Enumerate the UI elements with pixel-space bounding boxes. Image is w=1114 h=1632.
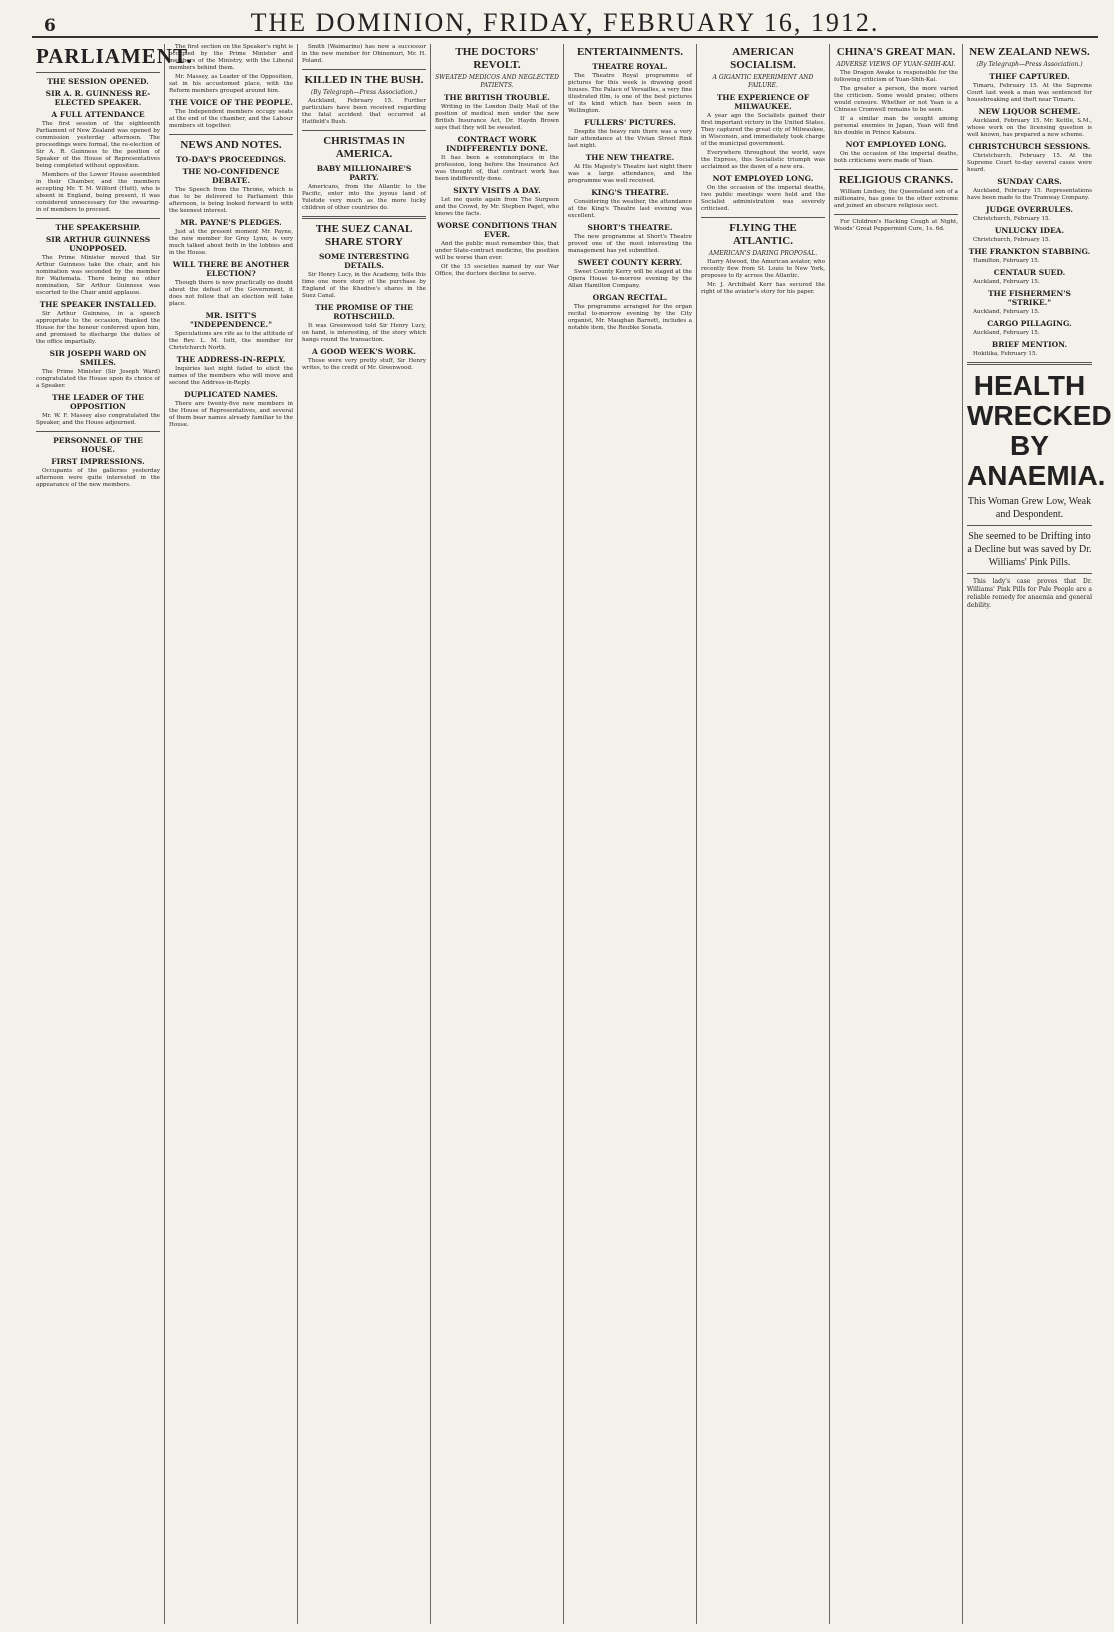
parliament-banner: PARLIAMENT. [36, 44, 193, 68]
heading: NOT EMPLOYED LONG. [845, 140, 947, 149]
divider [834, 169, 958, 170]
heading: NEW ZEALAND NEWS. [969, 46, 1090, 58]
paragraph: Harry Atwood, the American aviator, who recently flew from St. Louis to New York, proposes to fly across the Atlantic. [701, 259, 825, 279]
heading: NOT EMPLOYED LONG. [712, 174, 814, 183]
divider [967, 573, 1092, 574]
heading: WORSE CONDITIONS THAN EVER. [436, 221, 558, 239]
divider [169, 134, 293, 135]
paragraph: And the public must remember this, that under State-contract medicine, the position will be worse than ever. [435, 241, 559, 261]
paragraph: The first section on the Speaker's right is occupied by the Prime Minister and members of the Ministry, with the Liberal members behind them. [169, 44, 293, 71]
heading: THIEF CAPTURED. [989, 72, 1070, 81]
heading: JUDGE OVERRULES. [985, 205, 1074, 214]
heading: FULLERS' PICTURES. [584, 118, 676, 127]
heading: NEW LIQUOR SCHEME. [978, 107, 1081, 116]
heading: THE ADDRESS-IN-REPLY. [176, 355, 286, 364]
paragraph: Inquiries last night failed to elicit the names of the members who will move and second the Address-in-Reply. [169, 366, 293, 386]
paragraph: Considering the weather, the attendance at the King's Theatre last evening was excellent. [568, 199, 692, 219]
paragraph: The Prime Minister moved that Sir Arthur Guinness take the chair, and his nomination was seconded by the member for Waitemata. There being no other nomination, Sir Arthur Guinness was escorted to the Chair amid applause. [36, 255, 160, 296]
paragraph: Auckland, February 15. [973, 309, 1040, 315]
column-8 [963, 44, 1112, 1624]
heading: KING'S THEATRE. [591, 188, 669, 197]
paragraph: Mr. Massey, as Leader of the Opposition, sat in his accustomed place, with the Reform members grouped around him. [169, 74, 293, 94]
heading: THE DOCTORS' REVOLT. [455, 46, 539, 71]
subheading: ADVERSE VIEWS OF YUAN-SHIH-KAI. [836, 61, 956, 68]
heading: FLYING THE ATLANTIC. [729, 222, 797, 247]
paragraph: The Dragon Awake is responsible for the following criticism of Yuan-Shih-Kai. [834, 70, 958, 83]
paragraph: Hamilton, February 15. [973, 258, 1040, 264]
heading: THE NO-CONFIDENCE DEBATE. [182, 167, 280, 185]
heading: BRIEF MENTION. [991, 340, 1068, 349]
paragraph: Christchurch, February 15. At the Supreme Court to-day several cases were heard. [967, 153, 1092, 173]
paragraph: Despite the heavy rain there was a very fair attendance at the Vivian Street Rink last night. [568, 129, 692, 149]
heading: SUNDAY CARS. [997, 177, 1062, 186]
heading: THE NEW THEATRE. [585, 153, 675, 162]
column-6 [697, 44, 830, 1624]
heading: RELIGIOUS CRANKS. [838, 174, 954, 186]
paragraph: Auckland, February 15. [973, 330, 1040, 336]
paragraph: Auckland, February 15. Representations have been made to the Tramway Company. [967, 188, 1092, 201]
heading: SWEET COUNTY KERRY. [577, 258, 683, 267]
paragraph: Members of the Lower House assembled in their Chamber, and the members accepting Mr. T. M. Wilford (Hutt), who is absent in England, being present, it was considered unnecessary for the swearing-in of members to proceed. [36, 172, 160, 213]
advertisement: For Children's Hacking Cough at Night, Woods' Great Peppermint Cure, 1s. 6d. [834, 219, 958, 232]
heading: DUPLICATED NAMES. [184, 390, 278, 399]
heading: THE PROMISE OF THE ROTHSCHILD. [315, 303, 413, 321]
heading: THE FRANKTON STABBING. [968, 247, 1091, 256]
divider [302, 216, 426, 219]
paragraph: The Speech from the Throne, which is due to be delivered to Parliament this afternoon, is being looked forward to with the keenest interest. [169, 187, 293, 214]
paragraph: The Prime Minister (Sir Joseph Ward) congratulated the House upon its choice of a Speaker. [36, 369, 160, 389]
paragraph: A year ago the Socialists gained their first important victory in the United States. They captured the great city of Milwaukee, in Wisconsin, and immediately took charge of the municipal government. [701, 113, 825, 147]
paragraph: Timaru, February 15. At the Supreme Court last week a man was sentenced for housebreaking and theft near Timaru. [967, 83, 1092, 103]
column-2 [165, 44, 298, 1624]
paragraph: Sweet County Kerry will be staged at the Opera House to-morrow evening by the Allan Hamilton Company. [568, 269, 692, 289]
heading: SOME INTERESTING DETAILS. [319, 252, 409, 270]
divider [36, 218, 160, 219]
paragraph: Christchurch, February 15. [973, 216, 1051, 222]
heading: MR. PAYNE'S PLEDGES. [180, 218, 282, 227]
heading: THE BRITISH TROUBLE. [443, 93, 551, 102]
paragraph: Christchurch, February 15. [973, 237, 1051, 243]
heading: CARGO PILLAGING. [987, 319, 1072, 328]
heading: THE SUEZ CANAL SHARE STORY [315, 223, 413, 248]
heading: THE LEADER OF THE OPPOSITION [52, 393, 144, 411]
subheading: (By Telegraph—Press Association.) [310, 89, 418, 96]
heading: SIXTY VISITS A DAY. [453, 186, 541, 195]
paragraph: The new programme at Short's Theatre proved one of the most interesting the management has yet submitted. [568, 234, 692, 254]
paragraph: Sir Arthur Guinness, in a speech appropriate to the occasion, thanked the House for the honour conferred upon him, and promised to discharge the duties of the office impartially. [36, 311, 160, 345]
heading: UNLUCKY IDEA. [994, 226, 1065, 235]
paragraph: Though there is now practically no doubt about the defeat of the Government, it does not follow that an election will take place. [169, 280, 293, 307]
paragraph: On the occasion of the imperial deaths, both criticisms were made of Yuan. [834, 151, 958, 164]
ad-text: This lady's case proves that Dr. Williams' Pink Pills for Pale People are a reliable remedy for anaemia and general debility. [967, 578, 1092, 609]
heading: SIR ARTHUR GUINNESS UNOPPOSED. [45, 235, 151, 253]
paragraph: Sir Henry Lucy, in the Academy, tells this time one more story of the purchase by England of the Khedive's shares in the Suez Canal. [302, 272, 426, 299]
paragraph: The first session of the eighteenth Parliament of New Zealand was opened by commission yesterday afternoon. The proceedings were formal, the re-election of Sir A. R. Guinness to the position of Speaker of the House of Representatives being completed without opposition. [36, 121, 160, 169]
masthead-title: THE DOMINION, FRIDAY, FEBRUARY 16, 1912. [250, 8, 880, 37]
column-7 [830, 44, 963, 1624]
heading: SHORT'S THEATRE. [587, 223, 673, 232]
heading: CHRISTMAS IN AMERICA. [323, 135, 405, 160]
heading: SIR A. R. GUINNESS RE-ELECTED SPEAKER. [45, 89, 151, 107]
heading: THE SESSION OPENED. [47, 77, 149, 86]
divider [701, 217, 825, 218]
ad-subheadline: This Woman Grew Low, Weak and Despondent. [967, 496, 1092, 520]
heading: THEATRE ROYAL. [592, 62, 668, 71]
column-3 [298, 44, 431, 1624]
divider [967, 525, 1092, 526]
paragraph: The Independent members occupy seats at the end of the chamber, and the Labour members sit together. [169, 109, 293, 129]
paragraph: The programme arranged for the organ recital to-morrow evening by the City organist, Mr. Maughan Barnett, includes a notable item, the Reubke Sonata. [568, 304, 692, 331]
paragraph: Everywhere throughout the world, says the Express, this Socialistic triumph was acclaimed as the dawn of a new era. [701, 150, 825, 170]
heading: THE SPEAKER INSTALLED. [39, 300, 157, 309]
heading: TO-DAY'S PROCEEDINGS. [176, 155, 286, 164]
ad-headline: HEALTH WRECKED BY ANAEMIA. [967, 370, 1112, 491]
page-number: 6 [44, 16, 56, 36]
heading: WILL THERE BE ANOTHER ELECTION? [172, 260, 290, 278]
paragraph: Mr. J. Archibald Kerr has secured the right of the aviator's story for his paper. [701, 282, 825, 295]
subheading: (By Telegraph—Press Association.) [976, 61, 1083, 68]
paragraph: There are twenty-five new members in the House of Representatives, and several of them bear names already familiar to the House. [169, 401, 293, 428]
paragraph: The Theatre Royal programme of pictures for this week is drawing good houses. The Palace of Versailles, a very fine illustrated film, is one of the best pictures of its kind which has been seen in Wellington. [568, 73, 692, 114]
heading: A FULL ATTENDANCE [51, 110, 145, 119]
paragraph: Speculations are rife as to the attitude of the Rev. L. M. Isitt, the member for Christchurch North. [169, 331, 293, 351]
masthead [32, 6, 1098, 38]
paragraph: Those were very pretty stuff, Sir Henry writes, to the credit of Mr. Greenwood. [302, 358, 426, 371]
subheading: SWEATED MEDICOS AND NEGLECTED PATIENTS. [435, 74, 559, 89]
heading: FIRST IMPRESSIONS. [51, 457, 145, 466]
divider [302, 130, 426, 131]
subheading: AMERICAN'S DARING PROPOSAL. [708, 250, 818, 257]
paragraph: Smith (Waimarino) has now a successor in the new member for Ohinemuri, Mr. H. Poland. [302, 44, 426, 64]
heading: CHRISTCHURCH SESSIONS. [968, 142, 1091, 151]
paragraph: Auckland, February 15. [973, 279, 1040, 285]
paragraph: It was Greenwood told Sir Henry Lucy, on hand, is interesting, of the story which hangs round the transaction. [302, 323, 426, 343]
paragraph: Occupants of the galleries yesterday afternoon were quite interested in the appearance of the new members. [36, 468, 160, 488]
column-1 [32, 44, 193, 1624]
heading: CONTRACT WORK INDIFFERENTLY DONE. [445, 135, 549, 153]
heading: CENTAUR SUED. [993, 268, 1066, 277]
column-5 [564, 44, 697, 1624]
heading: KILLED IN THE BUSH. [304, 74, 424, 86]
heading: BABY MILLIONAIRE'S PARTY. [316, 164, 412, 182]
subheading: A GIGANTIC EXPERIMENT AND FAILURE. [712, 74, 814, 89]
paragraph: Writing in the London Daily Mail of the position of medical men under the new British Insurance Act, Dr. Haydn Brown says that they will be sweated. [435, 104, 559, 131]
heading: PERSONNEL OF THE HOUSE. [53, 436, 143, 454]
heading: THE EXPERIENCE OF MILWAUKEE. [716, 93, 810, 111]
paragraph: On the occasion of the imperial deaths, two public meetings were held and the Socialist administration was severely criticised. [701, 185, 825, 212]
paragraph: Auckland, February 15. Further particulars have been received regarding the fatal accident that occurred at Hatfield's Bush. [302, 98, 426, 125]
heading: CHINA'S GREAT MAN. [836, 46, 956, 58]
paragraph: Of the 15 societies named by our War Office, the doctors decline to serve. [435, 264, 559, 277]
paragraph: It has been a commonplace in the profession, long before the Insurance Act was thought of, that contract work has been indifferently done. [435, 155, 559, 182]
ad-subheadline: She seemed to be Drifting into a Decline but was saved by Dr. Williams' Pink Pills. [967, 531, 1092, 568]
paragraph: The greater a person, the more varied the criticism. Some would praise; others would censure. Whether or not Yuan is a Chinese Cromwell remains to be seen. [834, 86, 958, 113]
paragraph: Just at the present moment Mr. Payne, the new member for Grey Lynn, is very much talked about both in the lobbies and in the House. [169, 229, 293, 256]
heading: ENTERTAINMENTS. [576, 46, 684, 58]
column-4 [431, 44, 564, 1624]
divider [834, 214, 958, 215]
paragraph: Hokitika, February 15. [973, 351, 1038, 357]
paragraph: Let me quote again from The Surgeon and the Crowd, by Mr. Stephen Paget, who knows the facts. [435, 197, 559, 217]
heading: THE FISHERMEN'S "STRIKE." [988, 289, 1071, 307]
paragraph: If a similar man be sought among personal enemies in Japan, Yuan will find his double in Prince Katsura. [834, 116, 958, 136]
paragraph: Americans, from the Atlantic to the Pacific, enter into the joyous land of Yuletide very much as the more lucky children of other countries do. [302, 184, 426, 211]
heading: THE VOICE OF THE PEOPLE. [169, 98, 293, 107]
heading: AMERICAN SOCIALISM. [730, 46, 796, 71]
divider [302, 69, 426, 70]
columns [32, 44, 1112, 1624]
heading: MR. ISITT'S "INDEPENDENCE." [190, 311, 272, 329]
heading: ORGAN RECITAL. [592, 293, 668, 302]
paragraph: William Lindsey, the Queensland son of a millionaire, has gone to the other extreme and joined an obscure religious sect. [834, 189, 958, 209]
heading: A GOOD WEEK'S WORK. [311, 347, 417, 356]
paragraph: Auckland, February 15. Mr. Kettle, S.M., whose work on the licensing question is well known, has prepared a new scheme. [967, 118, 1092, 138]
divider [36, 72, 160, 73]
divider [967, 362, 1092, 365]
divider [36, 431, 160, 432]
heading: SIR JOSEPH WARD ON SMILES. [49, 349, 147, 367]
paragraph: Mr. W. F. Massey also congratulated the Speaker, and the House adjourned. [36, 413, 160, 426]
heading: NEWS AND NOTES. [180, 139, 282, 151]
heading: THE SPEAKERSHIP. [55, 223, 141, 232]
paragraph: At His Majesty's Theatre last night there was a large attendance, and the programme was well received. [568, 164, 692, 184]
